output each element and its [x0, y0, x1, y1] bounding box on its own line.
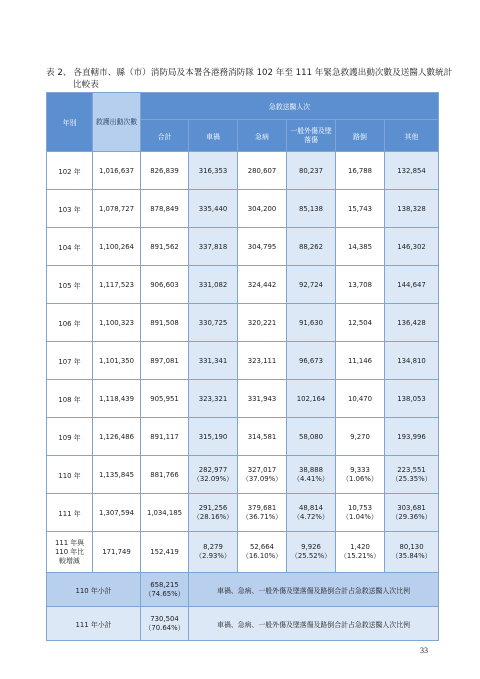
- cell-year: 110 年: [47, 456, 93, 494]
- caption-line-1: [46, 67, 456, 79]
- table-row: [47, 380, 439, 418]
- cell-collapse: [336, 532, 385, 573]
- table-row-111: [47, 494, 439, 532]
- cell-total: 878,849: [141, 190, 189, 228]
- cell-dispatch: 1,100,264: [93, 228, 141, 266]
- subtotal-percent: （70.64%）: [144, 623, 185, 632]
- cell-traffic: 315,190: [189, 418, 238, 456]
- cell-value: 9,926: [301, 543, 321, 551]
- cell-percent: （4.72%）: [293, 512, 329, 521]
- cell-percent: （32.09%）: [192, 474, 234, 483]
- cell-dispatch: 1,118,439: [93, 380, 141, 418]
- cell-dispatch: 1,078,727: [93, 190, 141, 228]
- cell-percent: （16.10%）: [241, 552, 283, 560]
- cell-total: 891,508: [141, 304, 189, 342]
- cell-value: 379,681: [247, 503, 277, 512]
- table-row: [47, 266, 439, 304]
- cell-other: 144,647: [385, 266, 439, 304]
- cell-year: 111 年: [47, 494, 93, 532]
- cell-collapse: 12,504: [336, 304, 385, 342]
- cell-value: 52,664: [249, 543, 275, 551]
- cell-illness: [238, 532, 287, 573]
- subtotal-number: 730,504: [150, 614, 179, 623]
- cell-traffic: [189, 456, 238, 494]
- cell-illness: 324,442: [238, 266, 287, 304]
- header-traffic: 車禍: [189, 120, 238, 152]
- cell-trauma: 88,262: [287, 228, 336, 266]
- cell-total: 897,081: [141, 342, 189, 380]
- cell-year: 106 年: [47, 304, 93, 342]
- cell-trauma: 102,164: [287, 380, 336, 418]
- year-line: 110 年比: [54, 547, 85, 556]
- caption-line-2: 比較表: [73, 80, 99, 90]
- cell-year: 108 年: [47, 380, 93, 418]
- cell-trauma: 96,673: [287, 342, 336, 380]
- table-row: [47, 190, 439, 228]
- subtotal-number: 658,215: [150, 580, 179, 589]
- cell-total: 1,034,185: [141, 494, 189, 532]
- subtotal-note: 車禍、急病、一般外傷及墜落傷及路倒合計占急救送醫人次比例: [189, 607, 439, 641]
- cell-total: 891,117: [141, 418, 189, 456]
- cell-value: 282,977: [198, 465, 228, 474]
- caption-text: 各直轄市、縣（市）消防局及本署各港務消防隊 102 年至 111 年緊急救護出動次數及送醫人數統計: [73, 68, 453, 78]
- cell-value: 1,420: [350, 543, 370, 551]
- cell-percent: （25.52%）: [290, 552, 332, 560]
- cell-percent: （2.93%）: [195, 552, 231, 560]
- header-collapse: 路倒: [336, 120, 385, 152]
- cell-percent: （25.35%）: [391, 474, 432, 483]
- cell-other: 134,810: [385, 342, 439, 380]
- cell-other: [385, 456, 439, 494]
- cell-trauma: 92,724: [287, 266, 336, 304]
- cell-value: 9,333: [350, 465, 370, 474]
- header-year: 年別: [47, 93, 93, 152]
- cell-value: 10,753: [347, 503, 373, 512]
- cell-value: 80,130: [399, 543, 424, 551]
- cell-trauma: 80,237: [287, 152, 336, 190]
- subtotal-label: 110 年小計: [47, 573, 141, 607]
- header-trauma: 一般外傷及墜落傷: [287, 120, 336, 152]
- page-number: 33: [420, 646, 428, 655]
- cell-illness: 320,221: [238, 304, 287, 342]
- cell-value: 327,017: [247, 465, 277, 474]
- subtotal-percent: （74.65%）: [144, 589, 185, 598]
- cell-illness: 323,111: [238, 342, 287, 380]
- cell-percent: （36.71%）: [241, 512, 283, 521]
- cell-traffic: 335,440: [189, 190, 238, 228]
- cell-year: 102 年: [47, 152, 93, 190]
- cell-total: 826,839: [141, 152, 189, 190]
- cell-dispatch: 1,016,637: [93, 152, 141, 190]
- cell-collapse: 10,470: [336, 380, 385, 418]
- caption-number: 表 2、: [46, 68, 72, 78]
- table-row: [47, 342, 439, 380]
- cell-other: [385, 532, 439, 573]
- cell-traffic: 323,321: [189, 380, 238, 418]
- cell-year: 103 年: [47, 190, 93, 228]
- cell-trauma: [287, 532, 336, 573]
- cell-total: 881,766: [141, 456, 189, 494]
- cell-illness: 304,795: [238, 228, 287, 266]
- cell-dispatch: 171,749: [93, 532, 141, 573]
- cell-value: 303,681: [397, 503, 426, 512]
- cell-value: 223,551: [397, 465, 426, 474]
- subtotal-value: [141, 573, 189, 607]
- cell-other: 136,428: [385, 304, 439, 342]
- cell-illness: 314,581: [238, 418, 287, 456]
- cell-year: [47, 532, 93, 573]
- cell-illness: 331,943: [238, 380, 287, 418]
- table-row-diff: [47, 532, 439, 573]
- subtotal-label: 111 年小計: [47, 607, 141, 641]
- cell-total: 152,419: [141, 532, 189, 573]
- cell-dispatch: 1,100,323: [93, 304, 141, 342]
- cell-other: 193,996: [385, 418, 439, 456]
- cell-other: 132,854: [385, 152, 439, 190]
- cell-trauma: [287, 494, 336, 532]
- cell-dispatch: 1,126,486: [93, 418, 141, 456]
- cell-collapse: 14,385: [336, 228, 385, 266]
- subtotal-row-111: [47, 607, 439, 641]
- cell-dispatch: 1,307,594: [93, 494, 141, 532]
- cell-collapse: 13,708: [336, 266, 385, 304]
- cell-percent: （1.04%）: [342, 512, 378, 521]
- cell-trauma: 58,080: [287, 418, 336, 456]
- cell-trauma: 91,630: [287, 304, 336, 342]
- cell-illness: [238, 494, 287, 532]
- cell-illness: 304,200: [238, 190, 287, 228]
- header-total: 合計: [141, 120, 189, 152]
- cell-total: 891,562: [141, 228, 189, 266]
- cell-percent: （29.36%）: [391, 512, 432, 521]
- cell-collapse: 15,743: [336, 190, 385, 228]
- header-group: 急救送醫人次: [141, 93, 439, 120]
- header-illness: 急病: [238, 120, 287, 152]
- cell-trauma: 85,138: [287, 190, 336, 228]
- cell-traffic: 316,353: [189, 152, 238, 190]
- cell-percent: （15.21%）: [339, 552, 381, 560]
- cell-total: 906,603: [141, 266, 189, 304]
- ambulance-stats-table: [46, 92, 439, 641]
- cell-traffic: 331,341: [189, 342, 238, 380]
- cell-total: 905,951: [141, 380, 189, 418]
- cell-year: 109 年: [47, 418, 93, 456]
- cell-dispatch: 1,117,523: [93, 266, 141, 304]
- cell-collapse: 11,146: [336, 342, 385, 380]
- cell-year: 107 年: [47, 342, 93, 380]
- cell-illness: [238, 456, 287, 494]
- cell-percent: （4.41%）: [293, 474, 329, 483]
- cell-collapse: 16,788: [336, 152, 385, 190]
- cell-value: 48,814: [298, 503, 324, 512]
- cell-traffic: 337,818: [189, 228, 238, 266]
- cell-dispatch: 1,135,845: [93, 456, 141, 494]
- header-dispatch: 救護出動次數: [93, 93, 141, 152]
- table-caption: [46, 67, 456, 91]
- cell-traffic: [189, 494, 238, 532]
- cell-illness: 280,607: [238, 152, 287, 190]
- table-row: [47, 304, 439, 342]
- year-line: 111 年與: [54, 538, 85, 547]
- cell-traffic: [189, 532, 238, 573]
- table-row: [47, 228, 439, 266]
- subtotal-value: [141, 607, 189, 641]
- cell-collapse: [336, 456, 385, 494]
- subtotal-row-110: [47, 573, 439, 607]
- cell-traffic: 330,725: [189, 304, 238, 342]
- cell-percent: （35.84%）: [391, 552, 432, 560]
- cell-other: 138,328: [385, 190, 439, 228]
- table-row: [47, 418, 439, 456]
- cell-year: 104 年: [47, 228, 93, 266]
- cell-percent: （37.09%）: [241, 474, 283, 483]
- cell-other: [385, 494, 439, 532]
- year-line: 較增減: [59, 556, 80, 565]
- cell-dispatch: 1,101,350: [93, 342, 141, 380]
- table-row: [47, 152, 439, 190]
- cell-trauma: [287, 456, 336, 494]
- cell-other: 138,053: [385, 380, 439, 418]
- cell-traffic: 331,082: [189, 266, 238, 304]
- cell-collapse: 9,270: [336, 418, 385, 456]
- cell-percent: （28.16%）: [192, 512, 234, 521]
- cell-value: 38,888: [298, 465, 324, 474]
- cell-collapse: [336, 494, 385, 532]
- cell-value: 291,256: [198, 503, 228, 512]
- cell-other: 146,302: [385, 228, 439, 266]
- cell-percent: （1.06%）: [342, 474, 378, 483]
- cell-value: 8,279: [203, 543, 223, 551]
- header-other: 其他: [385, 120, 439, 152]
- table-row-110: [47, 456, 439, 494]
- subtotal-note: 車禍、急病、一般外傷及墜落傷及路倒合計占急救送醫人次比例: [189, 573, 439, 607]
- cell-year: 105 年: [47, 266, 93, 304]
